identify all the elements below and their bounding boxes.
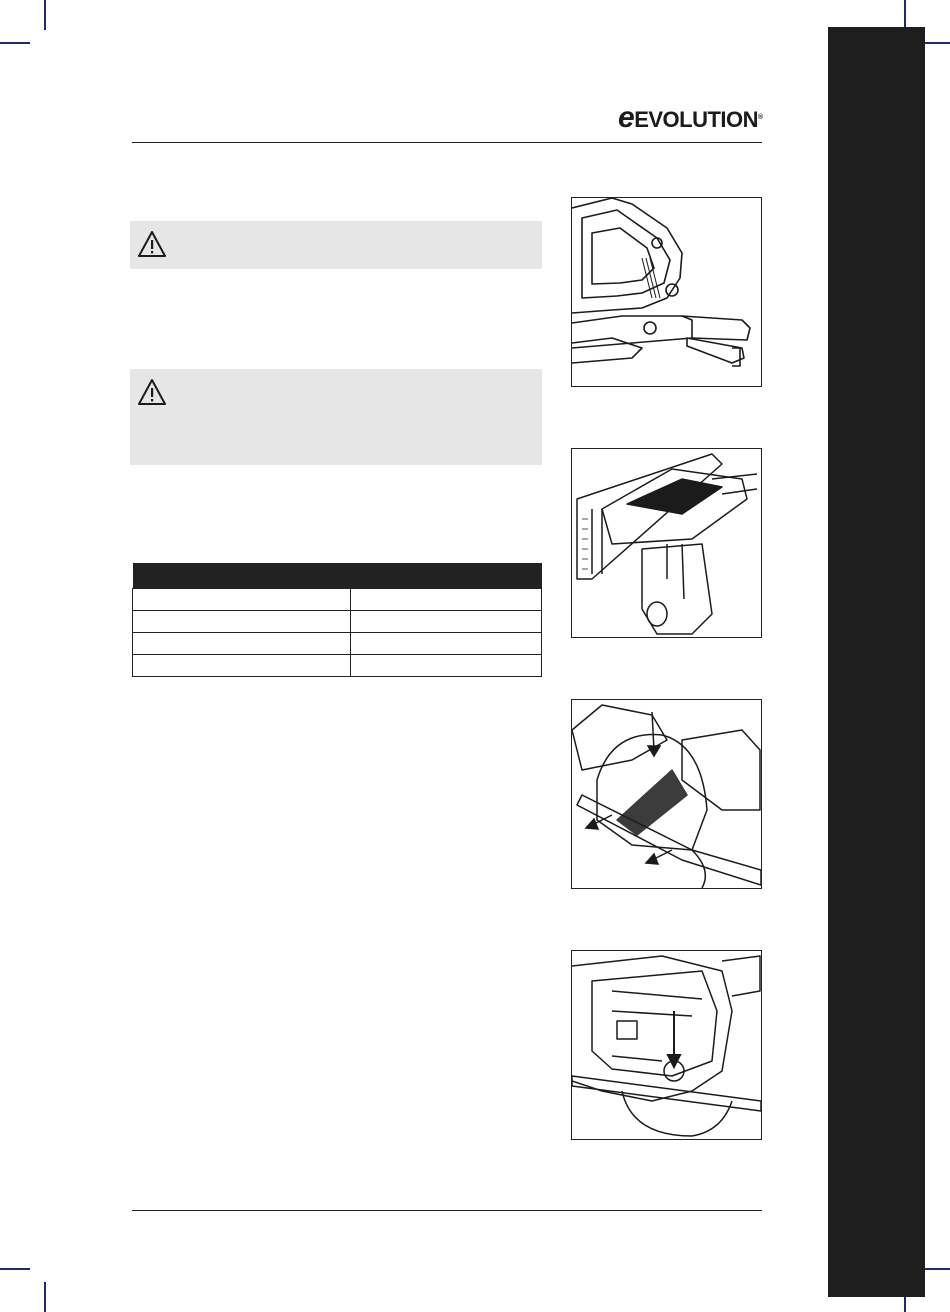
saw-underside-illustration <box>572 449 761 637</box>
warning-triangle-icon <box>137 378 167 406</box>
logo-accent: e <box>618 101 635 134</box>
section-sidebar-tab <box>828 27 925 1297</box>
figure-saw-guard-arrows <box>571 699 762 889</box>
figure-blade-down-arrow <box>571 950 762 1140</box>
warning-box-1 <box>130 221 542 269</box>
table-cell <box>133 655 351 677</box>
table-row <box>133 589 542 611</box>
figure-handle-hex-key <box>571 197 762 387</box>
table-header-cell <box>133 563 351 589</box>
logo-trademark: ® <box>758 114 763 121</box>
saw-blade-illustration <box>572 951 761 1139</box>
saw-guard-illustration <box>572 700 761 888</box>
table-cell <box>351 655 542 677</box>
saw-handle-illustration <box>572 198 761 386</box>
warning-box-2 <box>130 369 542 465</box>
table-cell <box>133 611 351 633</box>
table-header-cell <box>351 563 542 589</box>
table-cell <box>133 633 351 655</box>
table-row <box>133 655 542 677</box>
table-cell <box>351 633 542 655</box>
table-cell <box>351 611 542 633</box>
header-rule <box>132 142 762 143</box>
table-header-row <box>133 563 542 589</box>
table-cell <box>351 589 542 611</box>
crop-mark-top-left-horizontal <box>0 42 30 44</box>
crop-mark-top-left-vertical <box>44 0 46 30</box>
figure-saw-underside <box>571 448 762 638</box>
warning-triangle-icon <box>137 230 167 258</box>
logo-text: EVOLUTION <box>634 107 759 132</box>
table-cell <box>133 589 351 611</box>
footer-rule <box>132 1210 762 1211</box>
spec-table <box>132 563 542 677</box>
table-row <box>133 611 542 633</box>
crop-mark-bottom-left-vertical <box>44 1282 46 1312</box>
brand-logo <box>618 102 768 134</box>
table-row <box>133 633 542 655</box>
crop-mark-bottom-left-horizontal <box>0 1268 30 1270</box>
crop-mark-top-right-vertical <box>904 0 906 30</box>
